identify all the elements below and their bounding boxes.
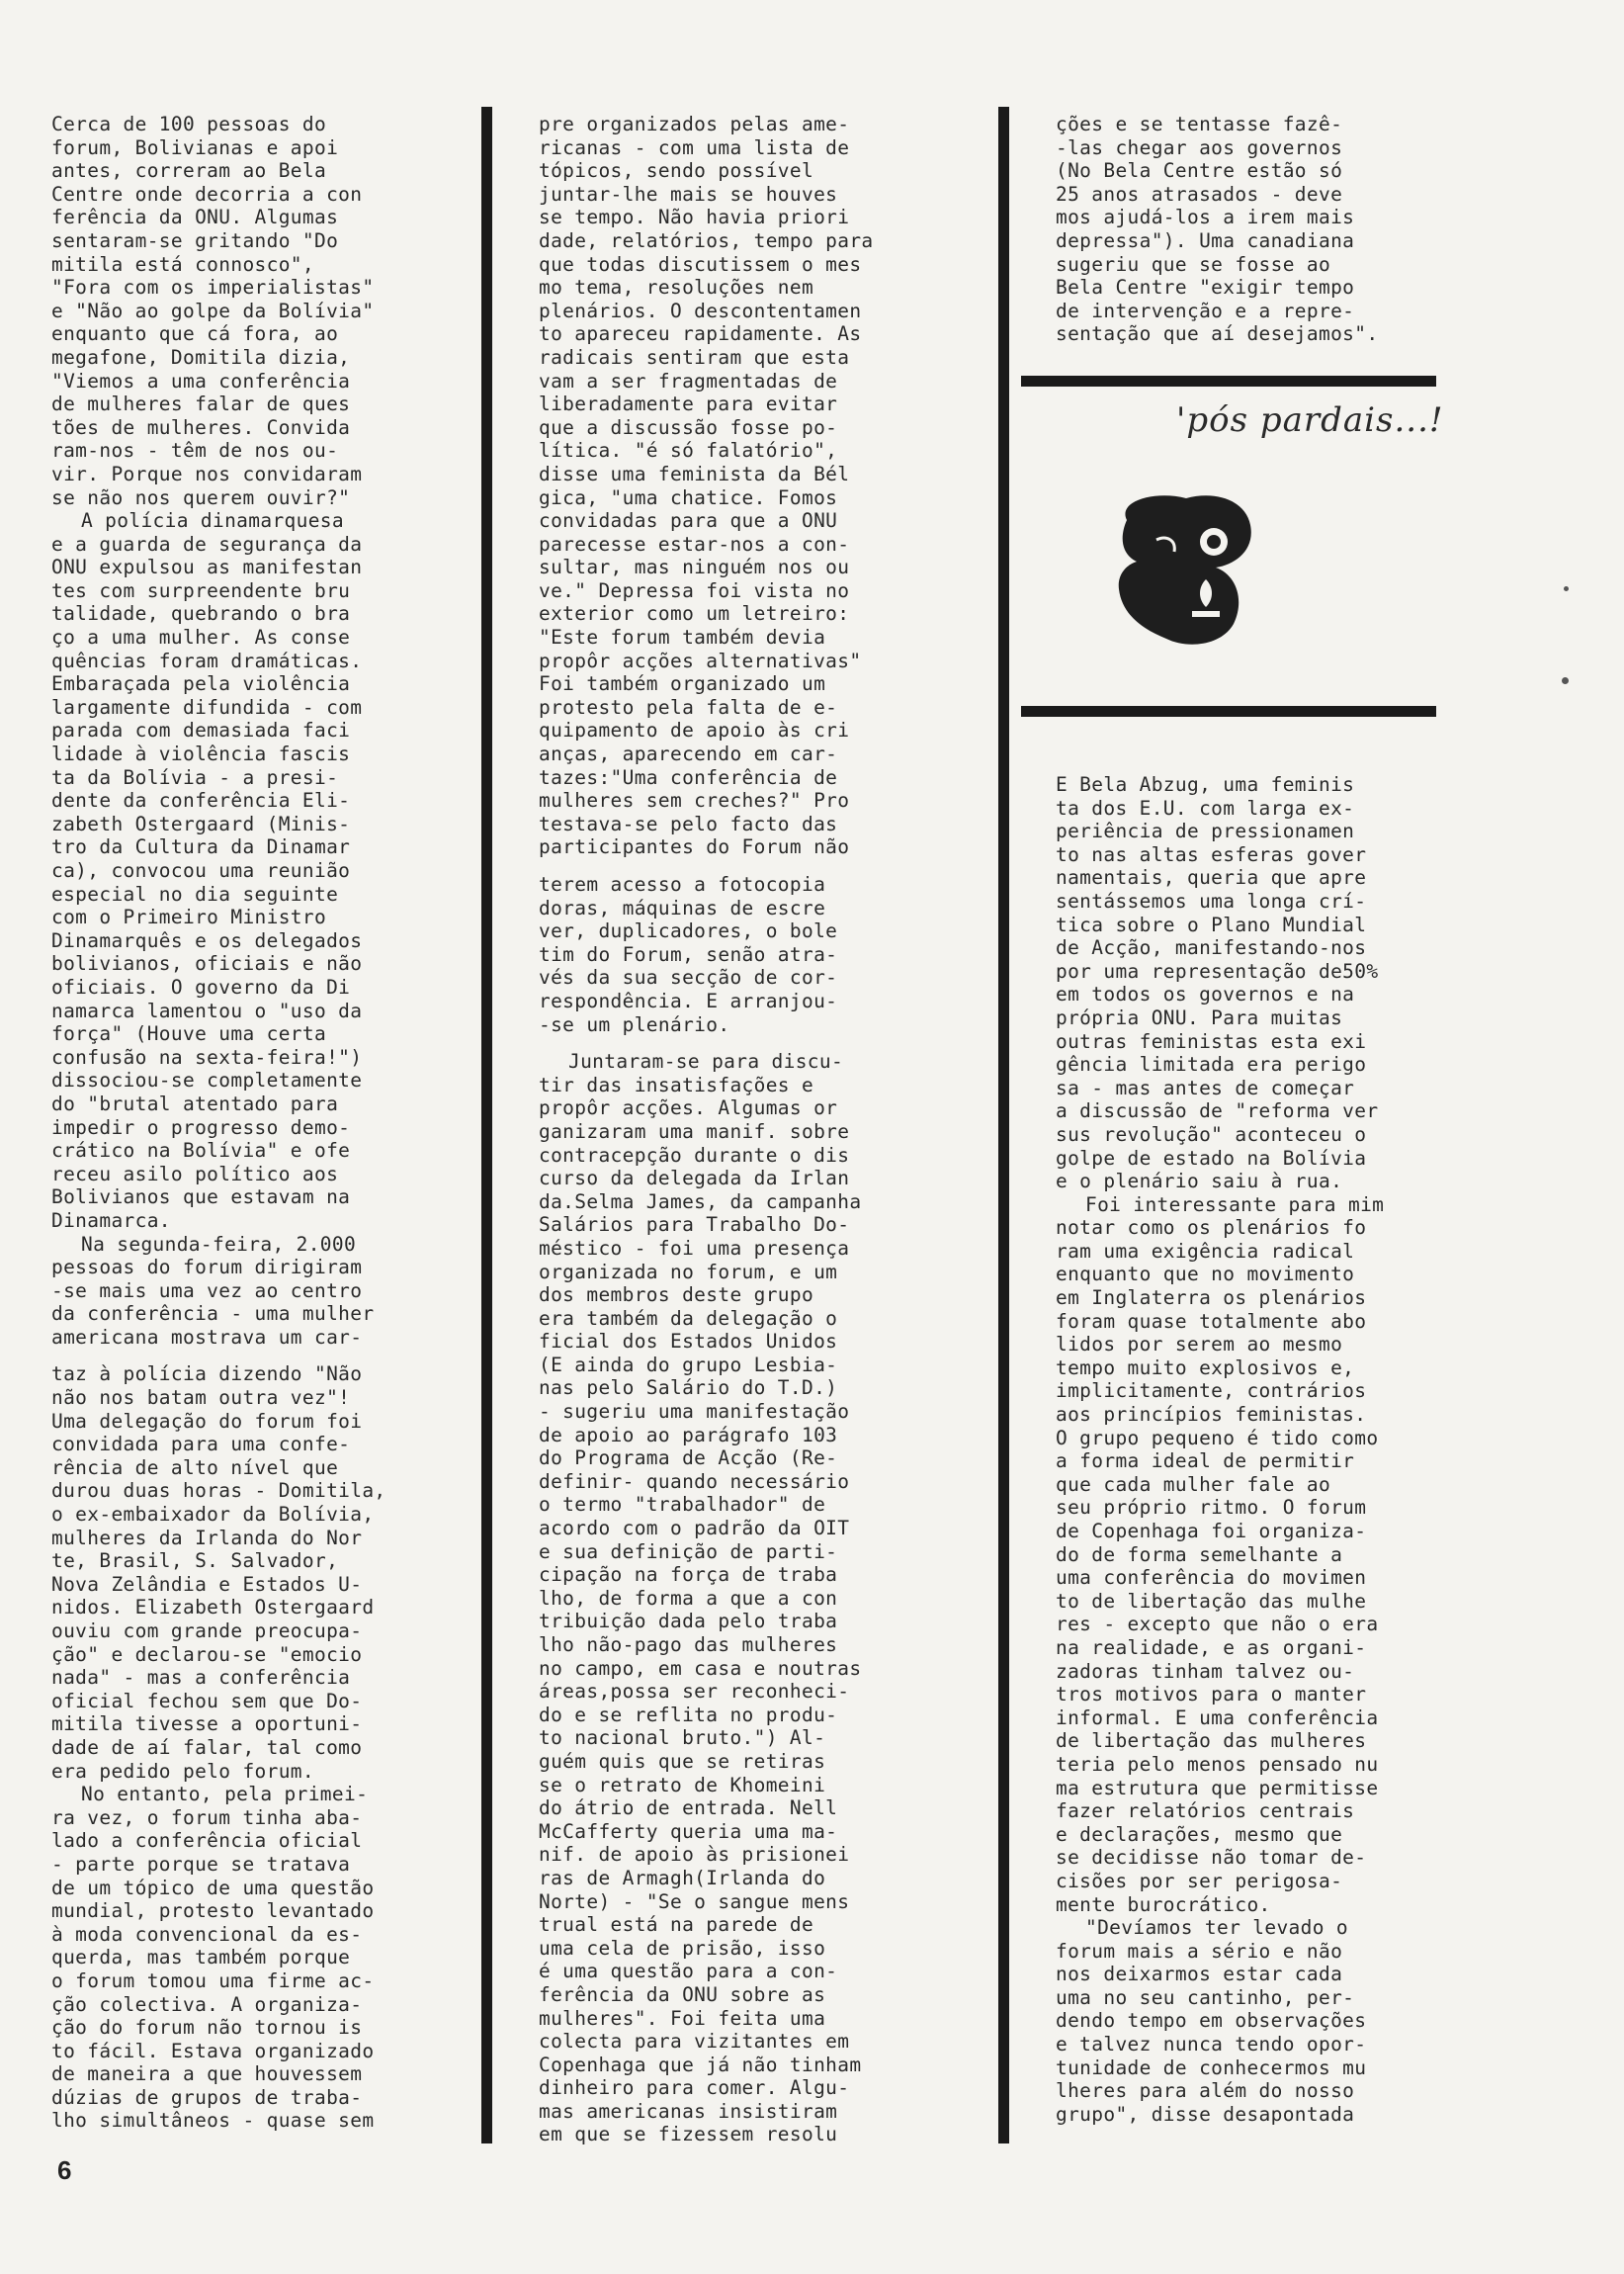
text-line: dente da conferência Eli- (51, 789, 351, 813)
text-line: era pedido pelo forum. (51, 1759, 314, 1783)
text-line: notar como os plenários fo (1056, 1216, 1367, 1240)
text-line: zabeth Ostergaard (Minis- (51, 812, 351, 835)
article-column-1 (51, 113, 431, 2133)
text-line: uma no seu cantinho, per- (1056, 1985, 1355, 2009)
text-line: guém quis que se retiras (539, 1749, 826, 1773)
text-line: -las chegar aos governos (1056, 135, 1343, 159)
text-line: depressa"). Uma canadiana (1056, 228, 1355, 252)
text-line: durou duas horas - Domitila, (51, 1479, 386, 1503)
text-line: especial no dia seguinte (51, 882, 339, 906)
text-line: dade, relatórios, tempo para (539, 228, 874, 252)
text-line: outras feministas esta exi (1056, 1029, 1367, 1053)
text-line: crático na Bolívia" e ofe (51, 1139, 351, 1163)
text-line: lidade à violência fascis (51, 743, 351, 766)
text-line: dendo tempo em observações (1056, 2009, 1367, 2033)
article-column-3-bottom (1056, 773, 1451, 2126)
text-line: com o Primeiro Ministro (51, 906, 327, 929)
text-line: rência de alto nível que (51, 1455, 339, 1479)
text-line: Copenhaga que já não tinham (539, 2053, 862, 2076)
text-line: impedir o progresso demo- (51, 1115, 351, 1139)
text-line: ferência da ONU. Algumas (51, 206, 339, 229)
text-line: tunidade de conhecermos mu (1056, 2055, 1367, 2079)
text-line: taz à polícia dizendo "Não (51, 1362, 363, 1386)
text-line: tro da Cultura da Dinamar (51, 835, 351, 859)
text-line: fazer relatórios centrais (1056, 1799, 1355, 1823)
text-line: doras, máquinas de escre (539, 896, 826, 919)
text-line: tazes:"Uma conferência de (539, 765, 838, 789)
text-line: uma cela de prisão, isso (539, 1936, 826, 1960)
text-line: cipação na força de traba (539, 1563, 838, 1587)
text-line: e talvez nunca tendo opor- (1056, 2033, 1367, 2056)
text-line: se tempo. Não havia priori (539, 206, 850, 229)
text-line: mulheres sem creches?" Pro (539, 789, 850, 813)
text-line: ta dos E.U. com larga ex- (1056, 796, 1355, 820)
text-line: radicais sentiram que esta (539, 345, 850, 369)
text-line: de mulheres falar de ques (51, 393, 351, 416)
text-line: áreas,possa ser reconheci- (539, 1680, 850, 1704)
text-line: ções e se tentasse fazê- (1056, 113, 1343, 135)
text-line: quências foram dramáticas. (51, 649, 363, 672)
text-line: informal. E uma conferência (1056, 1706, 1379, 1729)
text-line: grupo", disse desapontada (1056, 2102, 1355, 2126)
text-line: forum, Bolivianas e apoi (51, 135, 339, 159)
text-line: ma estrutura que permitisse (1056, 1776, 1379, 1799)
text-line: e a guarda de segurança da (51, 532, 363, 556)
text-line: definir- quando necessário (539, 1469, 850, 1493)
text-line: vir. Porque nos convidaram (51, 462, 363, 485)
text-line: dúzias de grupos de traba- (51, 2085, 363, 2109)
text-line: "Viemos a uma conferência (51, 369, 351, 393)
text-line: Dinamarquês e os delegados (51, 928, 363, 952)
text-line: nif. de apoio às prisionei (539, 1843, 850, 1867)
text-line: mente burocrático. (1056, 1892, 1271, 1916)
text-line: to nacional bruto.") Al- (539, 1726, 826, 1750)
text-line: golpe de estado na Bolívia (1056, 1146, 1367, 1170)
text-line: E Bela Abzug, uma feminis (1056, 773, 1355, 796)
text-line: -se mais uma vez ao centro (51, 1278, 363, 1302)
text-line: mo tema, resoluções nem (539, 276, 814, 300)
text-line: é uma questão para a con- (539, 1960, 838, 1983)
text-line: ta da Bolívia - a presi- (51, 765, 339, 789)
text-line: própria ONU. Para muitas (1056, 1006, 1343, 1029)
text-line: seu próprio ritmo. O forum (1056, 1496, 1367, 1520)
text-line: forum mais a sério e não (1056, 1939, 1343, 1963)
text-line: No entanto, pela primei- (81, 1783, 369, 1806)
text-line: convidadas para que a ONU (539, 509, 838, 533)
text-line: dissociou-se completamente (51, 1069, 363, 1093)
text-line: tim do Forum, senão atra- (539, 942, 838, 966)
text-line: mulheres da Irlanda do Nor (51, 1526, 363, 1549)
text-line: to apareceu rapidamente. As (539, 322, 862, 346)
text-line: to de libertação das mulhe (1056, 1589, 1367, 1613)
text-line: ção colectiva. A organiza- (51, 1992, 363, 2016)
text-line: mundial, protesto levantado (51, 1899, 375, 1923)
text-line: mitila está connosco", (51, 252, 314, 276)
text-line: dinheiro para comer. Algu- (539, 2076, 850, 2100)
text-line: e sua definição de parti- (539, 1539, 838, 1563)
page-number: 6 (57, 2155, 72, 2185)
text-line: se decidisse não tomar de- (1056, 1846, 1367, 1870)
text-line: sentação que aí desejamos". (1056, 322, 1379, 346)
text-line: gica, "uma chatice. Fomos (539, 485, 838, 509)
text-line: lidos por serem ao mesmo (1056, 1333, 1343, 1356)
text-line: de Copenhaga foi organiza- (1056, 1520, 1367, 1542)
text-line: Na segunda-feira, 2.000 (81, 1232, 357, 1256)
text-line: mos ajudá-los a irem mais (1056, 206, 1355, 229)
text-line: enquanto que cá fora, ao (51, 322, 339, 346)
text-line: se o retrato de Khomeini (539, 1773, 826, 1796)
column-divider-1 (481, 107, 492, 2143)
text-line: era também da delegação o (539, 1306, 838, 1330)
text-line: lítica. "é só falatório", (539, 439, 838, 463)
text-line: o ex-embaixador da Bolívia, (51, 1503, 375, 1527)
text-line: Salários para Trabalho Do- (539, 1213, 850, 1237)
text-line: megafone, Domitila dizia, (51, 345, 351, 369)
text-line: colecta para vizitantes em (539, 2030, 850, 2054)
text-line: ram-nos - têm de nos ou- (51, 439, 339, 463)
text-line: ras de Armagh(Irlanda do (539, 1866, 826, 1889)
text-line: de Acção, manifestando-nos (1056, 936, 1367, 960)
text-line: McCafferty queria uma ma- (539, 1819, 838, 1843)
text-line: Uma delegação do forum foi (51, 1409, 363, 1433)
text-line: à moda convencional da es- (51, 1922, 363, 1946)
text-line: "Este forum também devia (539, 626, 826, 650)
text-line: mulheres". Foi feita uma (539, 2006, 826, 2030)
text-line: protesto pela falta de e- (539, 695, 838, 719)
text-line: aos princípios feministas. (1056, 1403, 1367, 1427)
text-line: terem acesso a fotocopia (539, 873, 826, 896)
text-line: sa - mas antes de começar (1056, 1076, 1355, 1099)
text-line: de libertação das mulheres (1056, 1729, 1367, 1753)
text-line: (E ainda do grupo Lesbia- (539, 1353, 838, 1376)
text-line: to nas altas esferas gover (1056, 842, 1367, 866)
text-line: ricanas - com uma lista de (539, 135, 850, 159)
text-line: Centre onde decorria a con (51, 182, 363, 206)
text-line: tes com surpreendente bru (51, 578, 351, 602)
text-line: dos membros deste grupo (539, 1283, 814, 1307)
text-line: Foi interessante para mim (1085, 1192, 1385, 1216)
text-line: contracepção durante o dis (539, 1143, 850, 1167)
text-line: propôr acções alternativas" (539, 649, 862, 672)
text-line: de um tópico de uma questão (51, 1876, 375, 1899)
text-line: talidade, quebrando o bra (51, 602, 351, 626)
text-line: tempo muito explosivos e, (1056, 1356, 1355, 1379)
text-line: lho não-pago das mulheres (539, 1633, 838, 1656)
text-line: ferência da ONU sobre as (539, 1982, 826, 2006)
text-line: convidada para uma confe- (51, 1433, 351, 1456)
text-line: Bela Centre "exigir tempo (1056, 276, 1355, 300)
text-line: pessoas do forum dirigiram (51, 1256, 363, 1279)
text-line: pre organizados pelas ame- (539, 113, 850, 135)
text-line: sultar, mas ninguém nos ou (539, 556, 850, 579)
text-line: acordo com o padrão da OIT (539, 1517, 850, 1540)
handwritten-note: 'pós pardais...! (1176, 400, 1444, 440)
text-line: em todos os governos e na (1056, 983, 1355, 1006)
text-line: ra vez, o forum tinha aba- (51, 1805, 363, 1829)
text-line: da.Selma James, da campanha (539, 1189, 862, 1213)
text-line: ficial dos Estados Unidos (539, 1330, 838, 1354)
text-line: testava-se pelo facto das (539, 812, 838, 835)
text-line: se não nos querem ouvir?" (51, 485, 351, 509)
text-line: tribuição dada pelo traba (539, 1610, 838, 1633)
text-line: sus revolução" aconteceu o (1056, 1122, 1367, 1146)
text-line: "Fora com os imperialistas" (51, 276, 375, 300)
text-line: Dinamarca. (51, 1208, 171, 1232)
text-line: no campo, em casa e noutras (539, 1656, 862, 1680)
text-line: organizada no forum, e um (539, 1260, 838, 1283)
text-line: Juntaram-se para discu- (568, 1050, 844, 1074)
text-line: sugeriu que se fosse ao (1056, 252, 1331, 276)
text-line: - sugeriu uma manifestação (539, 1400, 850, 1424)
text-line: lheres para além do nosso (1056, 2079, 1355, 2103)
text-line: na realidade, e as organi- (1056, 1635, 1367, 1659)
text-line: Nova Zelândia e Estados U- (51, 1572, 363, 1596)
text-line: e o plenário saiu à rua. (1056, 1170, 1343, 1193)
text-line: teria pelo menos pensado nu (1056, 1752, 1379, 1776)
text-line: namentais, queria que apre (1056, 866, 1367, 890)
text-line: exterior como um letreiro: (539, 602, 850, 626)
text-line: confusão na sexta-feira!") (51, 1045, 363, 1069)
text-line: que cada mulher fale ao (1056, 1472, 1331, 1496)
text-line: plenários. O descontentamen (539, 299, 862, 322)
text-line: e declarações, mesmo que (1056, 1822, 1343, 1846)
text-line: propôr acções. Algumas or (539, 1096, 838, 1120)
text-line: liberadamente para evitar (539, 393, 838, 416)
text-line: antes, correram ao Bela (51, 159, 327, 183)
text-line: bolivianos, oficiais e não (51, 952, 363, 976)
text-line: em que se fizessem resolu (539, 2123, 838, 2146)
text-line: cisões por ser perigosa- (1056, 1869, 1343, 1892)
text-line: lho simultâneos - quase sem (51, 2109, 375, 2133)
text-line: oficiais. O governo da Di (51, 975, 351, 999)
text-line: Bolivianos que estavam na (51, 1185, 351, 1209)
text-line: do "brutal atentado para (51, 1092, 339, 1115)
text-line: ouviu com grande preocupa- (51, 1619, 363, 1642)
text-line: méstico - foi uma presença (539, 1236, 850, 1260)
text-line: nidos. Elizabeth Ostergaard (51, 1596, 375, 1619)
text-line: receu asilo político aos (51, 1162, 339, 1185)
text-line: juntar-lhe mais se houves (539, 182, 838, 206)
text-line: oficial fechou sem que Do- (51, 1689, 363, 1712)
text-line: dade de aí falar, tal como (51, 1735, 363, 1759)
text-line: ONU expulsou as manifestan (51, 556, 363, 579)
feminist-symbol-illustration (1097, 481, 1265, 649)
text-line: mas americanas insistiram (539, 2099, 838, 2123)
text-line: zadoras tinham talvez ou- (1056, 1659, 1355, 1683)
paper-speck (1564, 586, 1569, 591)
text-line: do e se reflita no produ- (539, 1703, 838, 1726)
text-line: nos deixarmos estar cada (1056, 1963, 1343, 1986)
text-line: ca), convocou uma reunião (51, 859, 351, 882)
text-line: ganizaram uma manif. sobre (539, 1119, 850, 1143)
text-line: anças, aparecendo em car- (539, 743, 838, 766)
text-line: ram uma exigência radical (1056, 1239, 1355, 1263)
text-line: tir das insatisfações e (539, 1073, 814, 1096)
text-line: disse uma feminista da Bél (539, 462, 850, 485)
text-line: vés da sua secção de cor- (539, 966, 838, 990)
text-line: mitila tivesse a oportuni- (51, 1712, 363, 1736)
text-line: em Inglaterra os plenários (1056, 1286, 1367, 1310)
text-line: largamente difundida - com (51, 695, 363, 719)
text-line: te, Brasil, S. Salvador, (51, 1549, 339, 1573)
text-line: de apoio ao parágrafo 103 (539, 1423, 838, 1446)
text-line: da conferência - uma mulher (51, 1302, 375, 1326)
text-line: -se um plenário. (539, 1012, 730, 1036)
text-line: foram quase totalmente abo (1056, 1309, 1367, 1333)
text-line: de intervenção e a repre- (1056, 299, 1355, 322)
text-line: nas pelo Salário do T.D.) (539, 1376, 838, 1400)
text-line: a forma ideal de permitir (1056, 1449, 1355, 1473)
text-line: 25 anos atrasados - deve (1056, 182, 1343, 206)
text-line: (No Bela Centre estão só (1056, 159, 1343, 183)
horizontal-rule-top (1021, 376, 1436, 387)
text-line: tros motivos para o manter (1056, 1683, 1367, 1706)
text-line: namarca lamentou o "uso da (51, 999, 363, 1022)
text-line: Cerca de 100 pessoas do (51, 113, 327, 135)
text-line: ve." Depressa foi vista no (539, 578, 850, 602)
text-line: sentássemos uma longa crí- (1056, 889, 1367, 913)
text-line: lho, de forma a que a con (539, 1586, 838, 1610)
text-line: gência limitada era perigo (1056, 1053, 1367, 1077)
text-line: tões de mulheres. Convida (51, 415, 351, 439)
text-line: sentaram-se gritando "Do (51, 228, 339, 252)
text-line: ção" e declarou-se "emocio (51, 1642, 363, 1666)
text-line: nada" - mas a conferência (51, 1666, 351, 1690)
text-line: ção do forum não tornou is (51, 2016, 363, 2040)
text-line: uma conferência do movimen (1056, 1566, 1367, 1590)
horizontal-rule-bottom (1021, 706, 1436, 717)
text-line: a discussão de "reforma ver (1056, 1099, 1379, 1123)
text-line: O grupo pequeno é tido como (1056, 1426, 1379, 1449)
text-line: que a discussão fosse po- (539, 415, 838, 439)
text-line: o termo "trabalhador" de (539, 1493, 826, 1517)
text-line: ver, duplicadores, o bole (539, 919, 838, 943)
text-line: que todas discutissem o mes (539, 252, 862, 276)
text-line: de maneira a que houvessem (51, 2062, 363, 2086)
text-line: americana mostrava um car- (51, 1325, 363, 1349)
text-line: vam a ser fragmentadas de (539, 369, 838, 393)
text-line: do átrio de entrada. Nell (539, 1796, 838, 1820)
text-line: trual está na parede de (539, 1913, 814, 1937)
text-line: lado a conferência oficial (51, 1829, 363, 1853)
text-line: implicitamente, contrários (1056, 1379, 1367, 1403)
text-line: "Devíamos ter levado o (1085, 1916, 1348, 1940)
text-line: participantes do Forum não (539, 835, 850, 859)
text-line: res - excepto que não o era (1056, 1613, 1379, 1636)
text-line: não nos batam outra vez"! (51, 1386, 351, 1410)
text-line: periência de pressionamen (1056, 820, 1355, 843)
article-column-3-top (1056, 113, 1451, 346)
text-line: Foi também organizado um (539, 672, 826, 696)
paper-speck (1562, 677, 1569, 684)
text-line: to fácil. Estava organizado (51, 2039, 375, 2062)
text-line: parada com demasiada faci (51, 719, 351, 743)
text-line: quipamento de apoio às cri (539, 719, 850, 743)
text-line: ço a uma mulher. As conse (51, 626, 351, 650)
column-divider-2 (998, 107, 1009, 2143)
text-line: do de forma semelhante a (1056, 1542, 1343, 1566)
text-line: do Programa de Acção (Re- (539, 1446, 838, 1470)
text-line: - parte porque se tratava (51, 1852, 351, 1876)
text-line: enquanto que no movimento (1056, 1263, 1355, 1286)
text-line: A polícia dinamarquesa (81, 509, 344, 533)
text-line: força" (Houve uma certa (51, 1022, 327, 1046)
text-line: querda, mas também porque (51, 1946, 351, 1969)
text-line: Norte) - "Se o sangue mens (539, 1889, 850, 1913)
article-column-2 (539, 113, 916, 2146)
text-line: parecesse estar-nos a con- (539, 532, 850, 556)
text-line: curso da delegada da Irlan (539, 1167, 850, 1190)
text-line: por uma representação de50% (1056, 959, 1379, 983)
text-line: tópicos, sendo possível (539, 159, 814, 183)
text-line: e "Não ao golpe da Bolívia" (51, 299, 375, 322)
text-line: o forum tomou uma firme ac- (51, 1968, 375, 1992)
text-line: Embaraçada pela violência (51, 672, 351, 696)
text-line: respondência. E arranjou- (539, 989, 838, 1012)
text-line: tica sobre o Plano Mundial (1056, 913, 1367, 936)
